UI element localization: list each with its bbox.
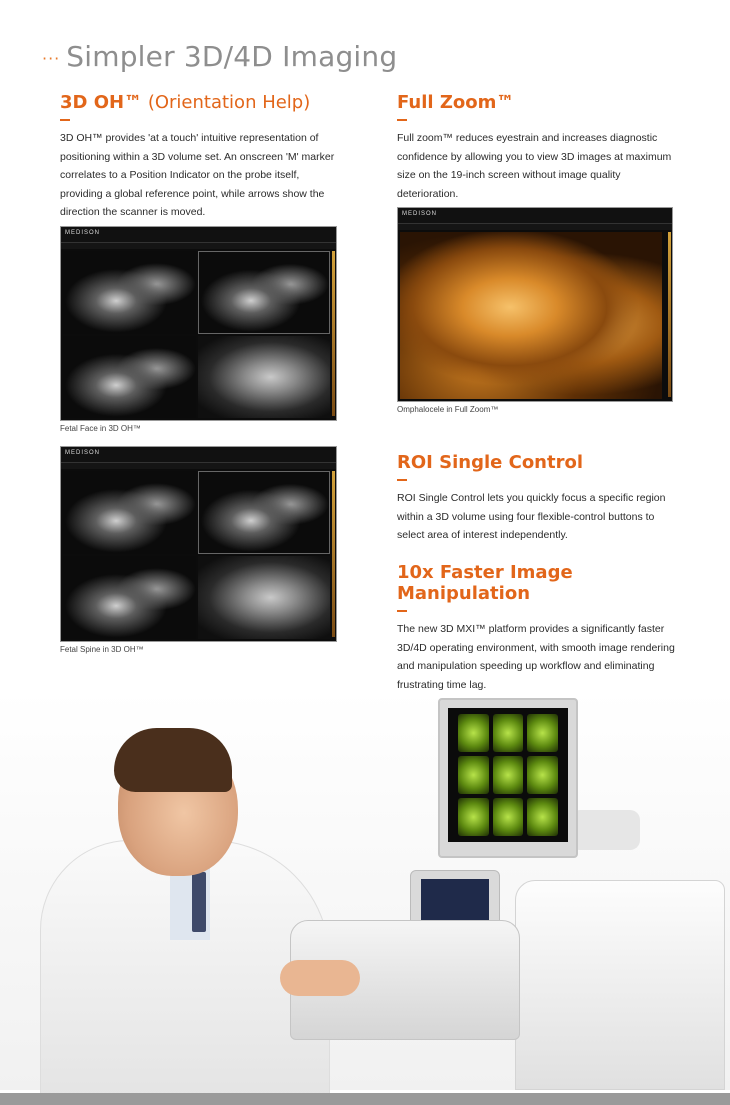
left-column bbox=[60, 92, 336, 222]
title-text: Simpler 3D/4D Imaging bbox=[66, 40, 398, 73]
monitor-arm bbox=[570, 810, 640, 850]
monitor-screen bbox=[448, 708, 568, 842]
zoom-scale-bar bbox=[668, 232, 671, 397]
zoom-rule bbox=[397, 119, 407, 121]
roi-rule bbox=[397, 479, 407, 481]
oh-heading bbox=[60, 92, 336, 113]
zoom-brand-strip bbox=[398, 208, 672, 224]
image2-quad-grid bbox=[63, 471, 330, 639]
thumb-render bbox=[493, 756, 524, 794]
image2-pane-a bbox=[63, 471, 196, 554]
image1-quad-grid bbox=[63, 251, 330, 418]
thumb-render bbox=[458, 756, 489, 794]
medison-logo: MEDISON bbox=[65, 230, 101, 236]
omphalocele-image bbox=[397, 207, 673, 402]
fetal-spine-image bbox=[60, 446, 337, 642]
zoom-heading bbox=[397, 92, 677, 113]
full-zoom-render bbox=[400, 232, 662, 399]
thumb-render bbox=[527, 756, 558, 794]
thumb-render bbox=[527, 798, 558, 836]
image1-pane-c bbox=[63, 336, 196, 419]
oh-heading-rest: (Orientation Help) bbox=[142, 92, 311, 113]
thumb-render bbox=[527, 714, 558, 752]
thumb-render bbox=[493, 798, 524, 836]
fetal-face-image bbox=[60, 226, 337, 421]
image1-pane-render bbox=[198, 336, 331, 419]
omphalocele-caption: Omphalocele in Full Zoom™ bbox=[397, 405, 499, 414]
medison-logo: MEDISON bbox=[65, 450, 101, 456]
roi-body: ROI Single Control lets you quickly focus a specific region within a 3D volume using four flexible-control buttons to select area of interest independently. bbox=[397, 492, 666, 541]
thumb-render bbox=[493, 714, 524, 752]
image1-brand-strip bbox=[61, 227, 336, 243]
zoom-heading-text: Full Zoom™ bbox=[397, 92, 515, 113]
zoom-info-strip bbox=[398, 224, 672, 230]
faster-heading-text: 10x Faster Image Manipulation bbox=[397, 562, 573, 604]
doctor-ultrasound-photo bbox=[0, 690, 730, 1090]
thumb-render bbox=[458, 714, 489, 752]
doctor-tie bbox=[192, 872, 206, 932]
image1-scale-bar bbox=[332, 251, 335, 416]
image2-pane-render bbox=[198, 556, 331, 639]
zoom-body: Full zoom™ reduces eyestrain and increases diagnostic confidence by allowing you to view 3D images at maximum size on the 19-inch screen without image quality deterioration. bbox=[397, 132, 672, 200]
roi-section bbox=[397, 452, 677, 545]
faster-section bbox=[397, 562, 677, 694]
faster-heading bbox=[397, 562, 677, 604]
image2-pane-c bbox=[63, 556, 196, 639]
image1-info-strip bbox=[61, 243, 336, 249]
title-dots: ··· bbox=[42, 48, 61, 68]
image1-pane-b bbox=[198, 251, 331, 334]
oh-rule bbox=[60, 119, 70, 121]
ultrasound-monitor bbox=[438, 698, 578, 858]
doctor-hand bbox=[280, 960, 360, 996]
image2-scale-bar bbox=[332, 471, 335, 637]
faster-rule bbox=[397, 610, 407, 612]
oh-body: 3D OH™ provides 'at a touch' intuitive representation of positioning within a 3D volume set. An onscreen 'M' marker correlates to a Position Indicator on the probe itself, providing a global reference point, while arrows show the direction the scanner is moved. bbox=[60, 132, 335, 218]
image2-pane-b bbox=[198, 471, 331, 554]
roi-heading-text: ROI Single Control bbox=[397, 452, 584, 473]
oh-heading-bold: 3D OH™ bbox=[60, 92, 143, 113]
right-column bbox=[397, 92, 677, 203]
roi-heading bbox=[397, 452, 677, 473]
fetal-face-caption: Fetal Face in 3D OH™ bbox=[60, 424, 141, 433]
image2-brand-strip bbox=[61, 447, 336, 463]
doctor-hair bbox=[114, 728, 232, 792]
image2-info-strip bbox=[61, 463, 336, 469]
fetal-spine-caption: Fetal Spine in 3D OH™ bbox=[60, 645, 144, 654]
faster-body: The new 3D MXI™ platform provides a significantly faster 3D/4D operating environment, with smooth image rendering and manipulation speeding up workflow and eliminating frustrating time lag. bbox=[397, 623, 675, 691]
image1-pane-a bbox=[63, 251, 196, 334]
bottom-bar bbox=[0, 1093, 730, 1105]
medison-logo: MEDISON bbox=[402, 211, 438, 217]
ultrasound-cart bbox=[515, 880, 725, 1090]
thumb-render bbox=[458, 798, 489, 836]
page-title bbox=[42, 40, 397, 73]
